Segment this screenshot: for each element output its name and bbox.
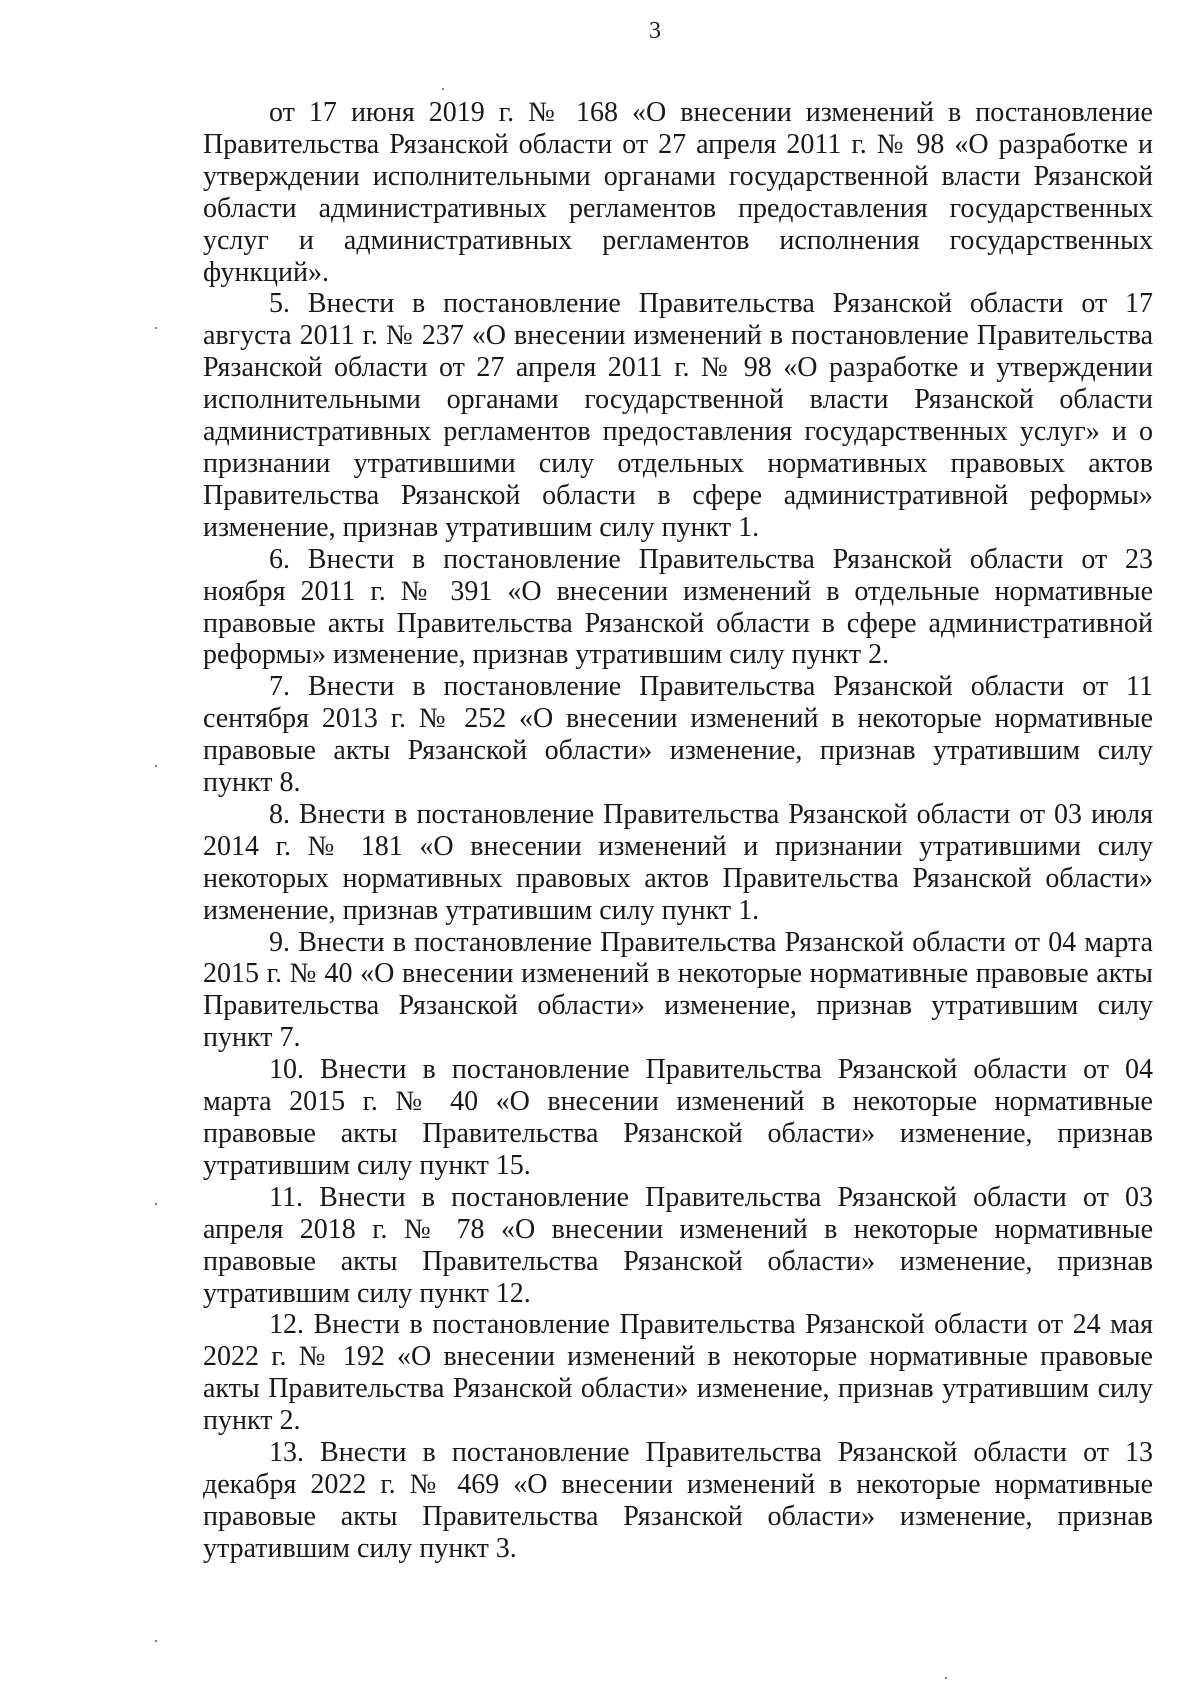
paragraph-13: 13. Внести в постановление Правительства Рязанской области от 13 декабря 2022 г. № 469 «О внесении изменений в некоторые нормативные правовые акты Правительства Рязанской области» изменение, признав утратившим силу пункт 3. — [203, 1437, 1153, 1564]
page-number: 3 — [649, 18, 661, 44]
scan-speck — [155, 765, 157, 767]
scan-speck — [155, 1640, 157, 1642]
paragraph-5: 5. Внести в постановление Правительства Рязанской области от 17 августа 2011 г. № 237 «О внесении изменений в постановление Правительства Рязанской области от 27 апреля 2011 г. № 98 «О разработке и утверждении исполнительными органами государственной власти Рязанской области административных регламентов предоставления государственных услуг» и о признании утратившими силу отдельных нормативных правовых актов Правительства Рязанской области в сфере административной реформы» изменение, признав утратившим силу пункт 1. — [203, 288, 1153, 543]
paragraph-6: 6. Внести в постановление Правительства Рязанской области от 23 ноября 2011 г. № 391 «О внесении изменений в отдельные нормативные правовые акты Правительства Рязанской области в сфере административной реформы» изменение, признав утратившим силу пункт 2. — [203, 543, 1153, 671]
paragraph-9: 9. Внести в постановление Правительства Рязанской области от 04 марта 2015 г. № 40 «О внесении изменений в некоторые нормативные правовые акты Правительства Рязанской области» изменение, признав утратившим силу пункт 7. — [203, 926, 1153, 1054]
scan-speck — [155, 327, 157, 329]
scan-speck — [945, 1677, 947, 1679]
paragraph-8: 8. Внести в постановление Правительства Рязанской области от 03 июля 2014 г. № 181 «О внесении изменений и признании утратившими силу некоторых нормативных правовых актов Правительства Рязанской области» изменение, признав утратившим силу пункт 1. — [203, 798, 1153, 926]
paragraph-4-continuation: от 17 июня 2019 г. № 168 «О внесении изменений в постановление Правительства Рязанской области от 27 апреля 2011 г. № 98 «О разработке и утверждении исполнительными органами государственной власти Рязанской области административных регламентов предоставления государственных услуг и административных регламентов исполнения государственных функций». — [203, 97, 1153, 288]
paragraph-7: 7. Внести в постановление Правительства Рязанской области от 11 сентября 2013 г. № 252 «О внесении изменений в некоторые нормативные правовые акты Рязанской области» изменение, признав утратившим силу пункт 8. — [203, 671, 1153, 799]
scan-speck — [442, 88, 444, 90]
document-body — [203, 97, 1153, 1565]
paragraph-11: 11. Внести в постановление Правительства Рязанской области от 03 апреля 2018 г. № 78 «О внесении изменений в некоторые нормативные правовые акты Правительства Рязанской области» изменение, признав утратившим силу пункт 12. — [203, 1181, 1153, 1309]
paragraph-12: 12. Внести в постановление Правительства Рязанской области от 24 мая 2022 г. № 192 «О внесении изменений в некоторые нормативные правовые акты Правительства Рязанской области» изменение, признав утратившим силу пункт 2. — [203, 1309, 1153, 1437]
paragraph-10: 10. Внести в постановление Правительства Рязанской области от 04 марта 2015 г. № 40 «О внесении изменений в некоторые нормативные правовые акты Правительства Рязанской области» изменение, признав утратившим силу пункт 15. — [203, 1054, 1153, 1181]
scan-speck — [155, 1203, 157, 1205]
